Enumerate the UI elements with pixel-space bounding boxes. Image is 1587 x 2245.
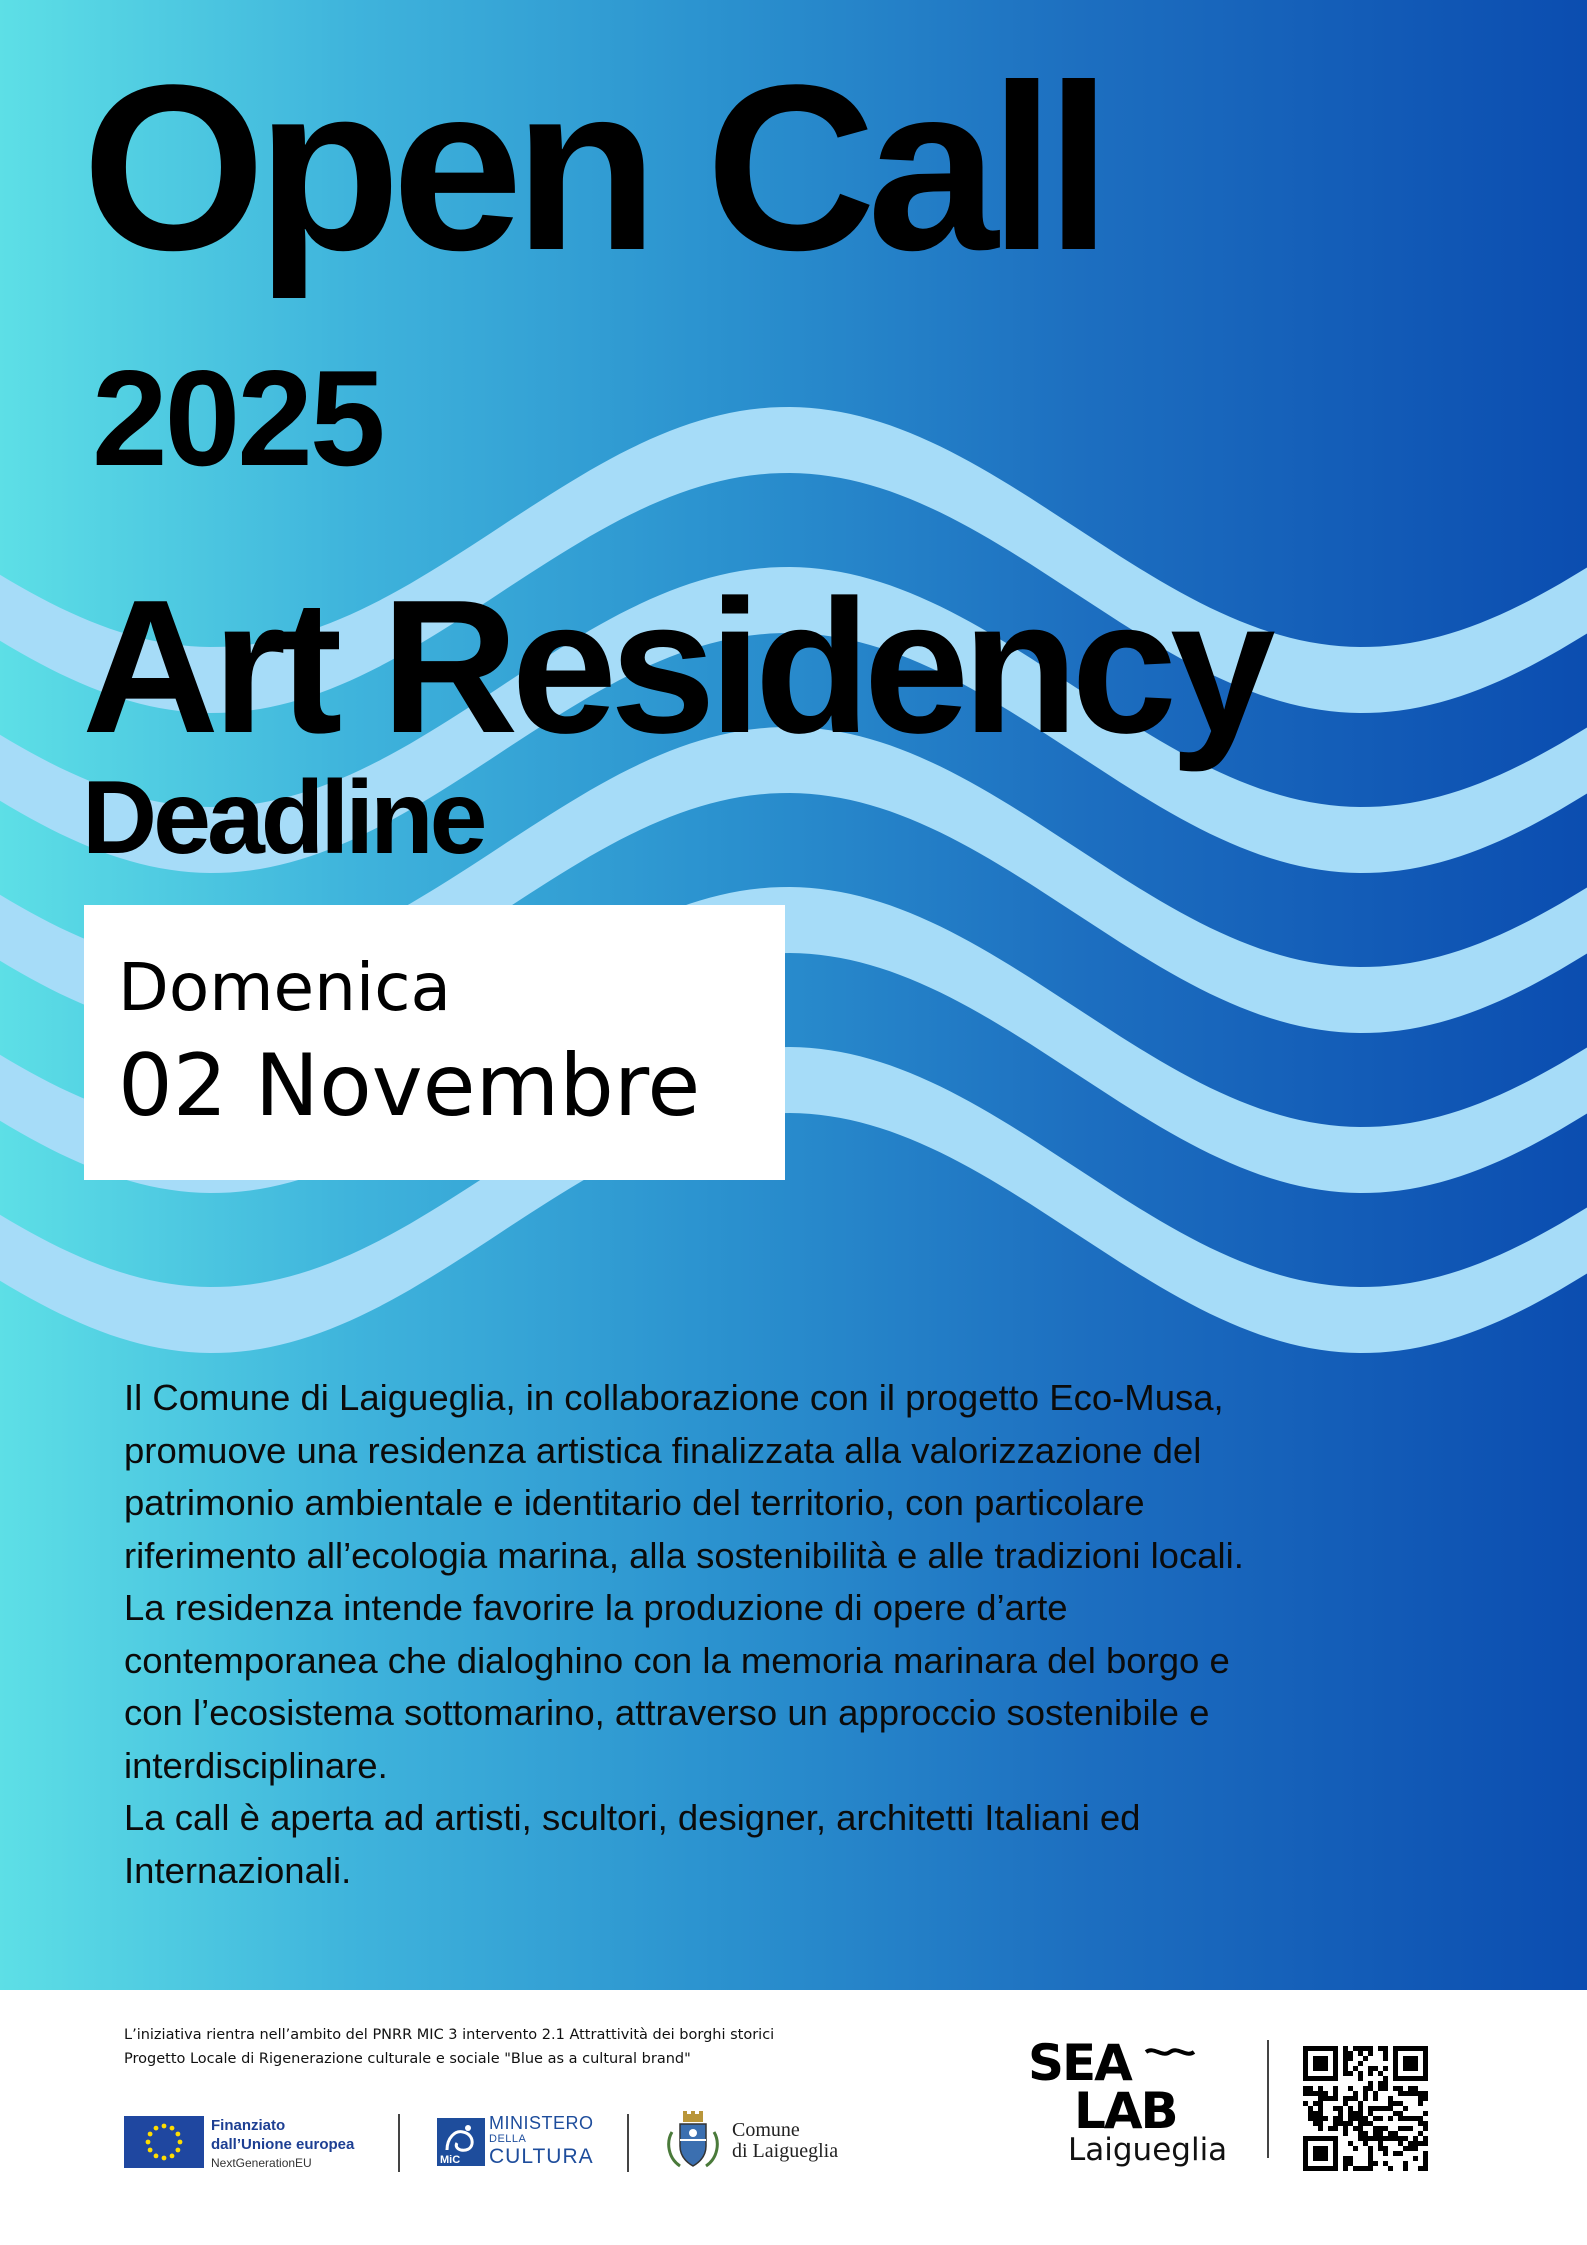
- mic-logo-text: [489, 2114, 594, 2168]
- title-year: 2025: [92, 342, 383, 494]
- title-art-residency: Art Residency: [82, 561, 1269, 773]
- eu-logo-text: [211, 2116, 354, 2172]
- mic-badge: MiC: [440, 2154, 461, 2166]
- lab-word: LAB: [1074, 2082, 1177, 2134]
- logo-divider: [627, 2114, 629, 2172]
- logo-divider: [1267, 2040, 1269, 2158]
- mic-logo-line: CULTURA: [489, 2145, 594, 2168]
- title-open-call: Open Call: [82, 36, 1103, 300]
- comune-logo-line: Comune: [732, 2119, 800, 2141]
- footer-note: L’iniziativa rientra nell’ambito del PNRR MIC 3 intervento 2.1 Attrattività dei borghi storici: [124, 2027, 775, 2043]
- deadline-label: Deadline: [82, 760, 484, 876]
- ministero-cultura-logo: [435, 2114, 605, 2174]
- logo-divider: [398, 2114, 400, 2172]
- eu-logo-line: Finanziato: [211, 2117, 286, 2134]
- sea-lab-town: Laigueglia: [1068, 2132, 1228, 2168]
- sea-lab-wordmark: [1028, 2038, 1203, 2134]
- eu-logo-line: dall’Unione europea: [211, 2136, 355, 2153]
- description: [124, 1372, 1274, 1897]
- description-paragraph: La call è aperta ad artisti, scultori, designer, architetti Italiani ed Internazionali.: [124, 1797, 1141, 1891]
- eu-funding-logo: [124, 2116, 384, 2178]
- mic-logo-line: MINISTERO: [489, 2113, 594, 2133]
- mic-emblem-icon: [435, 2116, 487, 2168]
- deadline-date-box: [84, 905, 785, 1180]
- deadline-day: Domenica: [118, 949, 451, 1026]
- comune-laigueglia-logo: [664, 2108, 884, 2178]
- sea-word: SEA: [1028, 2038, 1131, 2092]
- comune-logo-line: di Laigueglia: [732, 2140, 839, 2162]
- qr-code-icon[interactable]: [1303, 2046, 1428, 2171]
- comune-crest-icon: [664, 2110, 722, 2174]
- footer: [0, 1990, 1587, 2245]
- description-paragraph: Il Comune di Laigueglia, in collaborazione con il progetto Eco-Musa, promuove una residenza artistica finalizzata alla valorizzazione del patrimonio ambientale e identitario del territorio, con particolare riferimento all’ecologia marina, alla sostenibilità e alle tradizioni locali.: [124, 1377, 1244, 1576]
- footer-note: Progetto Locale di Rigenerazione culturale e sociale "Blue as a cultural brand": [124, 2051, 691, 2067]
- eu-flag-icon: [124, 2116, 204, 2168]
- deadline-date: 02 Novembre: [118, 1036, 701, 1136]
- comune-logo-text: [732, 2120, 838, 2162]
- mic-logo-line: DELLA: [489, 2133, 527, 2145]
- sea-lab-logo: [1020, 2038, 1260, 2168]
- description-paragraph: La residenza intende favorire la produzione di opere d’arte contemporanea che dialoghino con la memoria marinara del borgo e con l’ecosistema sottomarino, attraverso un approccio sostenibile e interdisciplinare.: [124, 1587, 1230, 1786]
- eu-logo-line: NextGenerationEU: [211, 2156, 312, 2170]
